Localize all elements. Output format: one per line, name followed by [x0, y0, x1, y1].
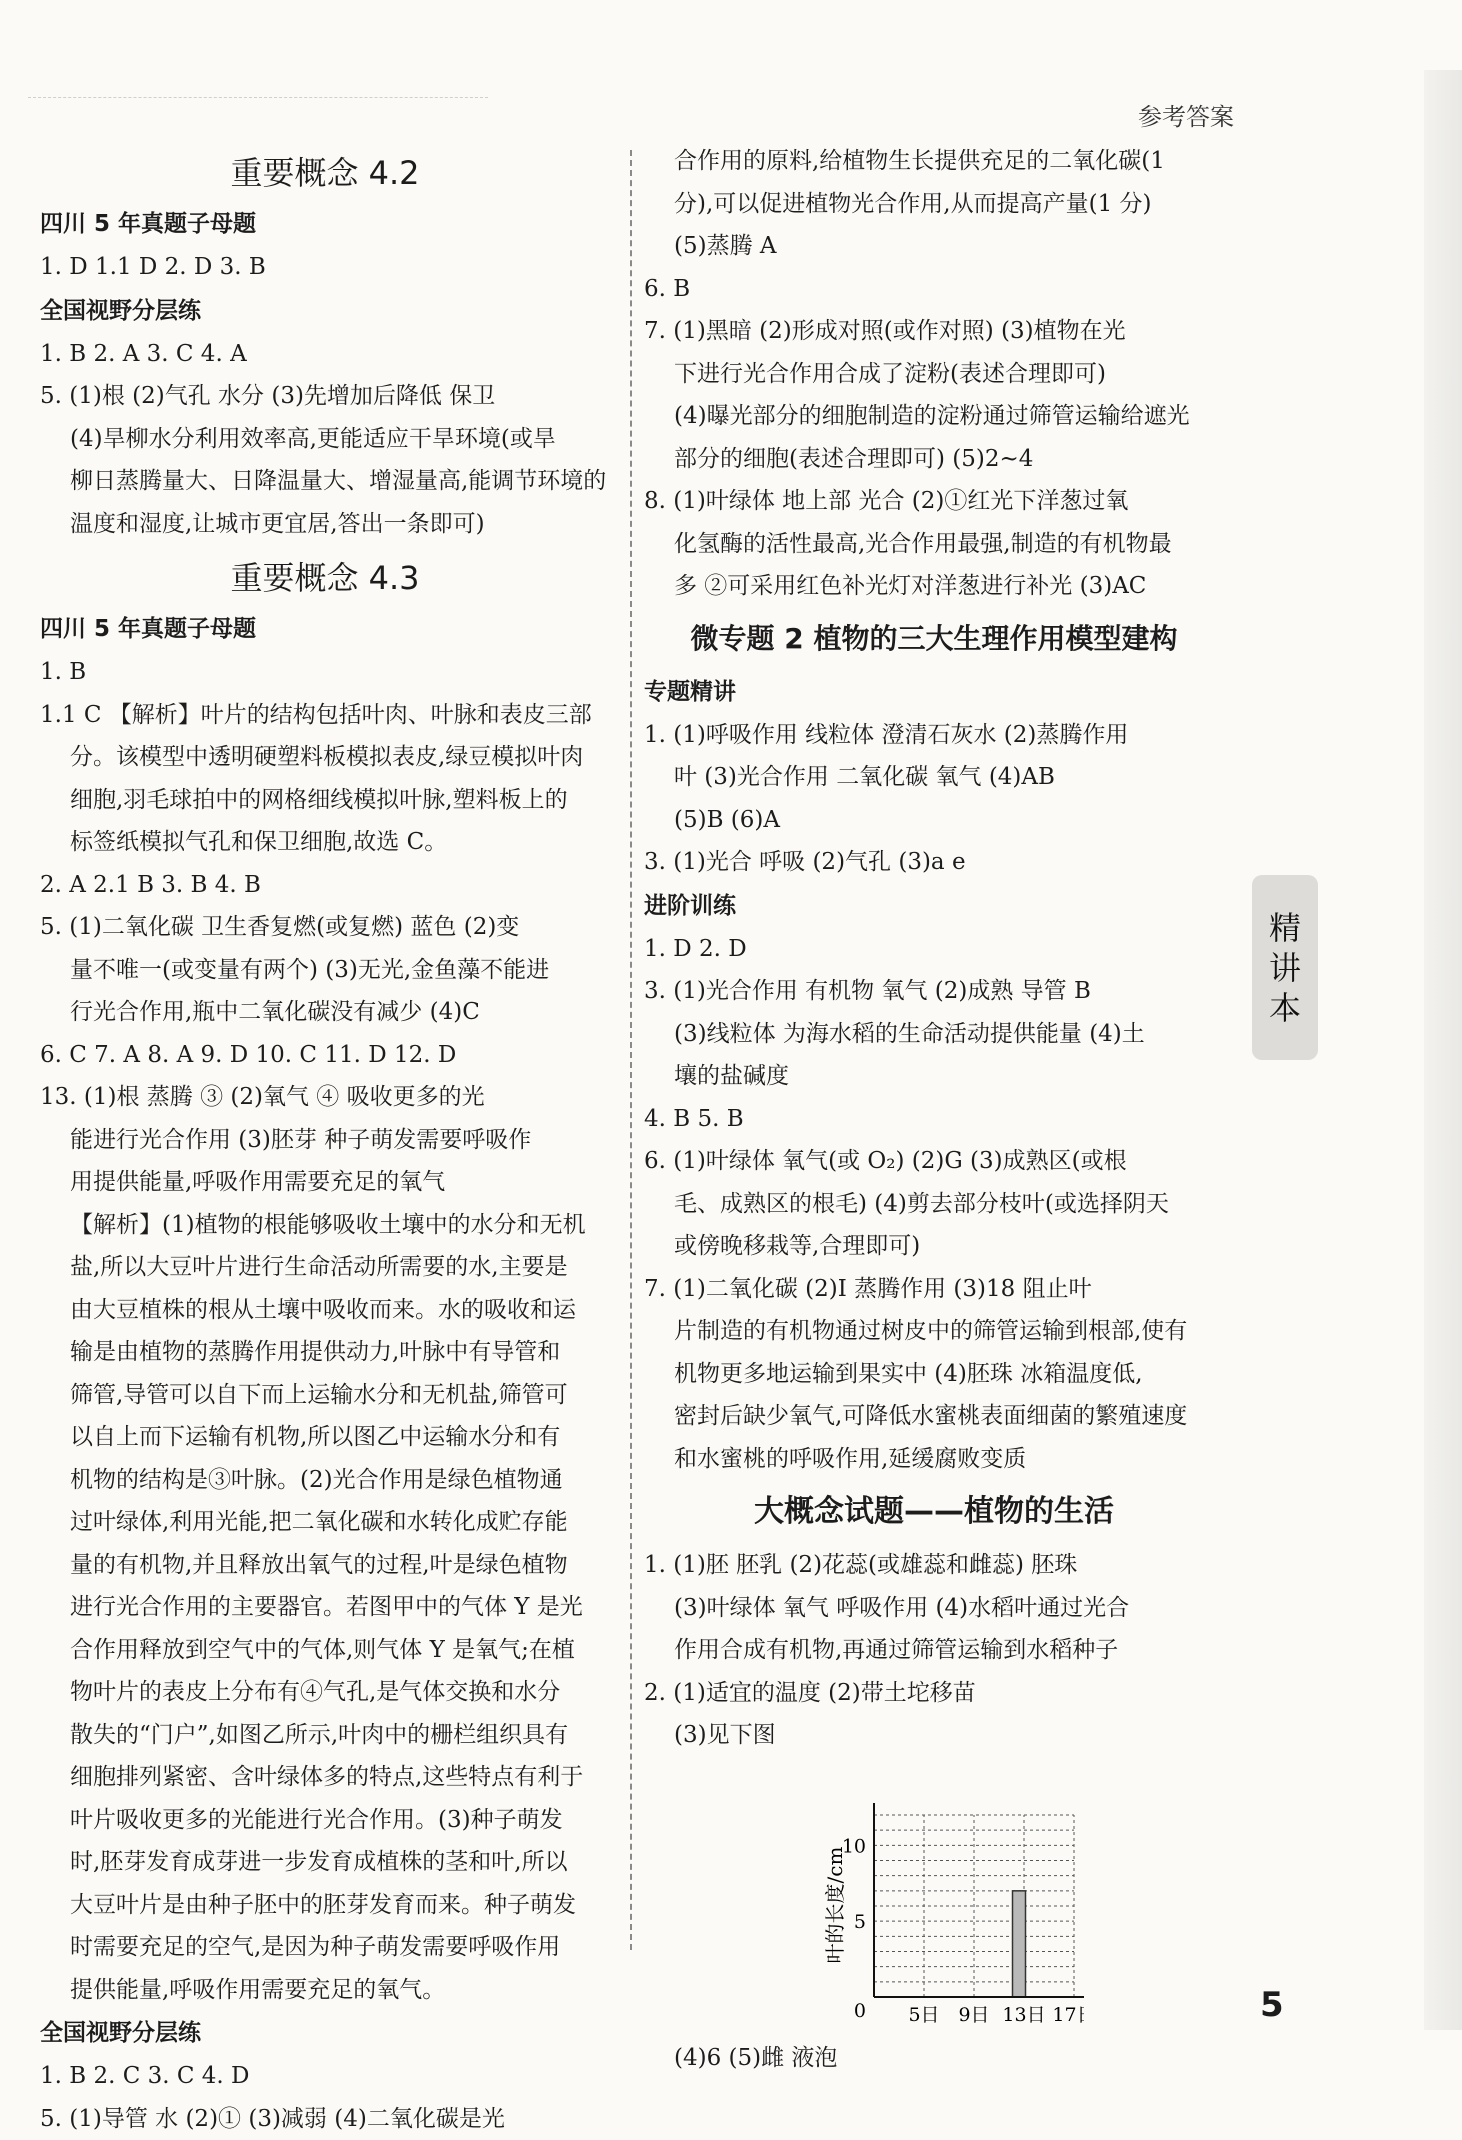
answer-line: 毛、成熟区的根毛) (4)剪去部分枝叶(或选择阴天 — [644, 1183, 1224, 1226]
answer-line: (3)见下图 — [644, 1714, 1224, 1757]
big-concept-title: 大概念试题——植物的生活 — [644, 1480, 1224, 1544]
chart-x-tick-label: 17 — [1052, 2004, 1084, 2026]
answer-line: (3)叶绿体 氧气 呼吸作用 (4)水稻叶通过光合 — [644, 1587, 1224, 1630]
answer-line: 下进行光合作用合成了淀粉(表述合理即可) — [644, 353, 1224, 396]
answer-line: (4)旱柳水分利用效率高,更能适应干旱环境(或旱 — [40, 418, 610, 461]
subsection-title: 全国视野分层练 — [40, 2011, 610, 2055]
side-tab — [1252, 875, 1318, 1060]
answer-line: 2. (1)适宜的温度 (2)带土坨移苗 — [644, 1672, 1224, 1715]
left-column — [40, 140, 610, 2140]
chart-bar — [1013, 1890, 1026, 1996]
analysis-line: 散失的“门户”,如图乙所示,叶肉中的栅栏组织具有 — [40, 1714, 610, 1757]
side-tab-char: 讲 — [1269, 948, 1301, 988]
analysis-line: 机物的结构是③叶脉。(2)光合作用是绿色植物通 — [40, 1459, 610, 1502]
side-tab-char: 本 — [1269, 988, 1301, 1028]
answer-line: 行光合作用,瓶中二氧化碳没有减少 (4)C — [40, 991, 610, 1034]
analysis-line: 由大豆植株的根从土壤中吸收而来。水的吸收和运 — [40, 1289, 610, 1332]
page-edge — [1424, 70, 1462, 2030]
analysis-line: 【解析】(1)植物的根能够吸收土壤中的水分和无机 — [40, 1204, 610, 1247]
micro-topic-title: 微专题 2 植物的三大生理作用模型建构 — [644, 608, 1224, 670]
answer-line: 5. (1)二氧化碳 卫生香复燃(或复燃) 蓝色 (2)变 — [40, 906, 610, 949]
leaf-length-chart — [644, 1757, 1224, 2037]
analysis-line: 输是由植物的蒸腾作用提供动力,叶脉中有导管和 — [40, 1331, 610, 1374]
chart-svg — [644, 1757, 1084, 2037]
subsection-title: 专题精讲 — [644, 670, 1224, 714]
answer-line: 和水蜜桃的呼吸作用,延缓腐败变质 — [644, 1438, 1224, 1481]
answer-line: 作用合成有机物,再通过筛管运输到水稻种子 — [644, 1629, 1224, 1672]
answer-line: 分),可以促进植物光合作用,从而提高产量(1 分) — [644, 183, 1224, 226]
header-answer-title: 参考答案 — [1138, 97, 1234, 132]
chart-x-tick-label: 5日 — [908, 2004, 939, 2026]
answer-line: 1. B 2. A 3. C 4. A — [40, 333, 610, 376]
answer-line: 密封后缺少氧气,可降低水蜜桃表面细菌的繁殖速度 — [644, 1395, 1224, 1438]
answer-line: 1. (1)呼吸作用 线粒体 澄清石灰水 (2)蒸腾作用 — [644, 714, 1224, 757]
side-tab-char: 精 — [1269, 908, 1301, 948]
answer-line: 细胞,羽毛球拍中的网格细线模拟叶脉,塑料板上的 — [40, 779, 610, 822]
chart-y-tick-label: 5 — [854, 1911, 866, 1933]
answer-line: 温度和湿度,让城市更宜居,答出一条即可) — [40, 503, 610, 546]
answer-line: 6. B — [644, 268, 1224, 311]
subsection-title: 全国视野分层练 — [40, 289, 610, 333]
analysis-line: 量的有机物,并且释放出氧气的过程,叶是绿色植物 — [40, 1544, 610, 1587]
answer-line: 4. B 5. B — [644, 1098, 1224, 1141]
analysis-line: 叶片吸收更多的光能进行光合作用。(3)种子萌发 — [40, 1799, 610, 1842]
answer-line: (4)曝光部分的细胞制造的淀粉通过筛管运输给遮光 — [644, 395, 1224, 438]
analysis-line: 时,胚芽发育成芽进一步发育成植株的茎和叶,所以 — [40, 1841, 610, 1884]
top-rule — [28, 97, 488, 98]
column-divider — [630, 150, 632, 1950]
answer-line: (5)蒸腾 A — [644, 225, 1224, 268]
answer-line: 多 ②可采用红色补光灯对洋葱进行补光 (3)AC — [644, 565, 1224, 608]
analysis-line: 合作用释放到空气中的气体,则气体 Y 是氧气;在植 — [40, 1629, 610, 1672]
answer-line: 化氢酶的活性最高,光合作用最强,制造的有机物最 — [644, 523, 1224, 566]
answer-line: 片制造的有机物通过树皮中的筛管运输到根部,使有 — [644, 1310, 1224, 1353]
answer-line: (4)6 (5)雌 液泡 — [644, 2037, 1224, 2080]
answer-line: 叶 (3)光合作用 二氧化碳 氧气 (4)AB — [644, 756, 1224, 799]
answer-line: 用提供能量,呼吸作用需要充足的氧气 — [40, 1161, 610, 1204]
subsection-title: 四川 5 年真题子母题 — [40, 607, 610, 651]
chart-axes — [874, 1803, 1084, 1997]
answer-line: 13. (1)根 蒸腾 ③ (2)氧气 ④ 吸收更多的光 — [40, 1076, 610, 1119]
chart-y-tick-label: 0 — [854, 2000, 866, 2022]
answer-line: 7. (1)黑暗 (2)形成对照(或作对照) (3)植物在光 — [644, 310, 1224, 353]
subsection-title: 四川 5 年真题子母题 — [40, 202, 610, 246]
answer-line: 标签纸模拟气孔和保卫细胞,故选 C。 — [40, 821, 610, 864]
chart-grid — [874, 1815, 1074, 1997]
chart-xlabel — [1080, 2002, 1084, 2026]
answer-line: 部分的细胞(表述合理即可) (5)2~4 — [644, 438, 1224, 481]
answer-line: 3. (1)光合 呼吸 (2)气孔 (3)a e — [644, 841, 1224, 884]
answer-line: 1.1 C 【解析】叶片的结构包括叶肉、叶脉和表皮三部 — [40, 694, 610, 737]
chart-x-tick-label: 13日 — [1002, 2004, 1045, 2026]
answer-line: 量不唯一(或变量有两个) (3)无光,金鱼藻不能进 — [40, 949, 610, 992]
answer-line: 能进行光合作用 (3)胚芽 种子萌发需要呼吸作 — [40, 1119, 610, 1162]
answer-line: 7. (1)二氧化碳 (2)Ⅰ 蒸腾作用 (3)18 阻止叶 — [644, 1268, 1224, 1311]
answer-line: 5. (1)导管 水 (2)① (3)减弱 (4)二氧化碳是光 — [40, 2098, 610, 2140]
analysis-line: 提供能量,呼吸作用需要充足的氧气。 — [40, 1969, 610, 2012]
answer-line: (5)B (6)A — [644, 799, 1224, 842]
right-column — [644, 140, 1224, 2079]
analysis-line: 物叶片的表皮上分布有④气孔,是气体交换和水分 — [40, 1671, 610, 1714]
page-number: 5 — [1260, 1985, 1284, 2025]
answer-line: 2. A 2.1 B 3. B 4. B — [40, 864, 610, 907]
answer-line: 合作用的原料,给植物生长提供充足的二氧化碳(1 — [644, 140, 1224, 183]
answer-line: 1. D 2. D — [644, 928, 1224, 971]
analysis-line: 进行光合作用的主要器官。若图甲中的气体 Y 是光 — [40, 1586, 610, 1629]
analysis-line: 时需要充足的空气,是因为种子萌发需要呼吸作用 — [40, 1926, 610, 1969]
answer-line: (3)线粒体 为海水稻的生命活动提供能量 (4)土 — [644, 1013, 1224, 1056]
answer-line: 分。该模型中透明硬塑料板模拟表皮,绿豆模拟叶肉 — [40, 736, 610, 779]
chart-x-tick-label: 9日 — [958, 2004, 989, 2026]
analysis-line: 细胞排列紧密、含叶绿体多的特点,这些特点有利于 — [40, 1756, 610, 1799]
answer-line: 3. (1)光合作用 有机物 氧气 (2)成熟 导管 B — [644, 970, 1224, 1013]
chart-ylabel: 叶的长度/cm — [823, 1846, 847, 1963]
answer-line: 1. B 2. C 3. C 4. D — [40, 2055, 610, 2098]
answer-line: 5. (1)根 (2)气孔 水分 (3)先增加后降低 保卫 — [40, 375, 610, 418]
analysis-line: 以自上而下运输有机物,所以图乙中运输水分和有 — [40, 1416, 610, 1459]
answer-line: 或傍晚移栽等,合理即可) — [644, 1225, 1224, 1268]
answer-line: 6. C 7. A 8. A 9. D 10. C 11. D 12. D — [40, 1034, 610, 1077]
section-title-4-2: 重要概念 4.2 — [40, 144, 610, 202]
answer-line: 8. (1)叶绿体 地上部 光合 (2)①红光下洋葱过氧 — [644, 480, 1224, 523]
answer-line: 机物更多地运输到果实中 (4)胚珠 冰箱温度低, — [644, 1353, 1224, 1396]
analysis-line: 大豆叶片是由种子胚中的胚芽发育而来。种子萌发 — [40, 1884, 610, 1927]
answer-line: 6. (1)叶绿体 氧气(或 O₂) (2)G (3)成熟区(或根 — [644, 1140, 1224, 1183]
answer-line: 1. D 1.1 D 2. D 3. B — [40, 246, 610, 289]
analysis-line: 盐,所以大豆叶片进行生命活动所需要的水,主要是 — [40, 1246, 610, 1289]
section-title-4-3: 重要概念 4.3 — [40, 549, 610, 607]
chart-bars — [1013, 1890, 1026, 1996]
analysis-line: 筛管,导管可以自下而上运输水分和无机盐,筛管可 — [40, 1374, 610, 1417]
subsection-title: 进阶训练 — [644, 884, 1224, 928]
analysis-line: 过叶绿体,利用光能,把二氧化碳和水转化成贮存能 — [40, 1501, 610, 1544]
answer-line: 柳日蒸腾量大、日降温量大、增湿量高,能调节环境的 — [40, 460, 610, 503]
answer-line: 1. B — [40, 651, 610, 694]
answer-line: 1. (1)胚 胚乳 (2)花蕊(或雄蕊和雌蕊) 胚珠 — [644, 1544, 1224, 1587]
answer-line: 壤的盐碱度 — [644, 1055, 1224, 1098]
chart-y-tick-label: 10 — [842, 1835, 866, 1857]
